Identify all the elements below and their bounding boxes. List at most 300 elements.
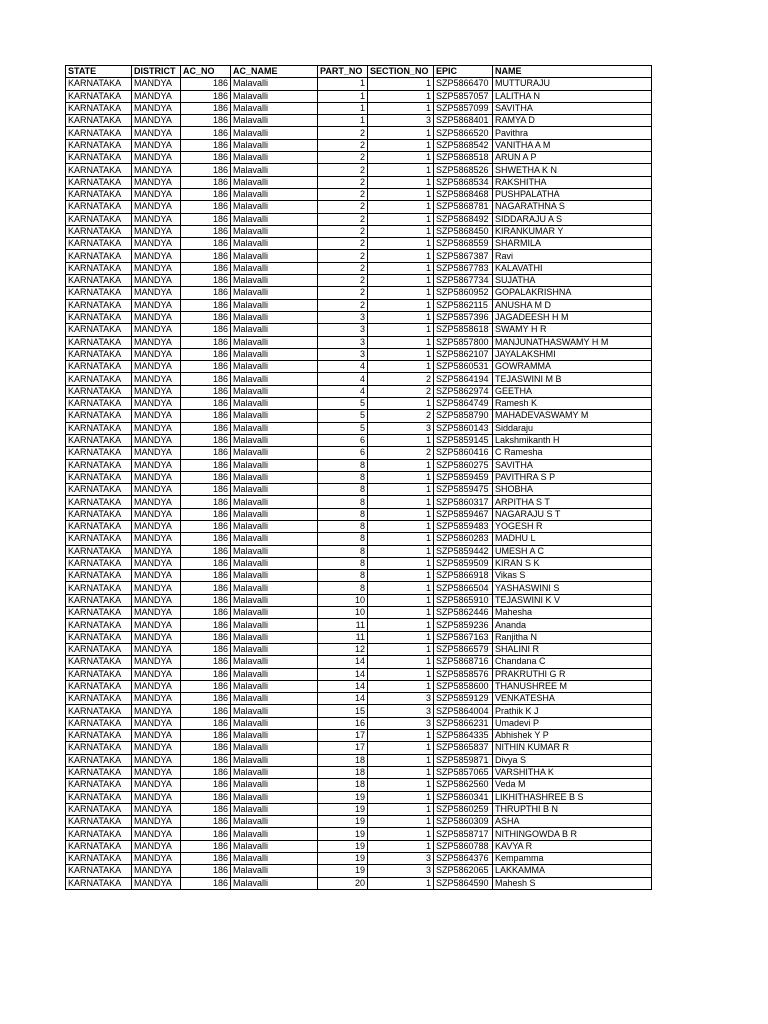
cell-name: JAYALAKSHMI: [493, 348, 652, 360]
cell-name: NAGARATHNA S: [493, 201, 652, 213]
cell-state: KARNATAKA: [66, 90, 132, 102]
table-row: [66, 545, 652, 557]
cell-state: KARNATAKA: [66, 582, 132, 594]
cell-part-no: 5: [318, 398, 368, 410]
cell-ac-no: 186: [181, 102, 231, 114]
cell-epic: SZP5859236: [434, 619, 493, 631]
cell-part-no: 8: [318, 496, 368, 508]
cell-part-no: 4: [318, 385, 368, 397]
cell-part-no: 1: [318, 102, 368, 114]
table-row: [66, 250, 652, 262]
cell-epic: SZP5864194: [434, 373, 493, 385]
table-row: [66, 213, 652, 225]
cell-ac-name: Malavalli: [231, 188, 318, 200]
cell-epic: SZP5862115: [434, 299, 493, 311]
cell-ac-name: Malavalli: [231, 717, 318, 729]
cell-ac-no: 186: [181, 115, 231, 127]
cell-district: MANDYA: [132, 324, 181, 336]
cell-section-no: 1: [368, 730, 434, 742]
cell-epic: SZP5858717: [434, 828, 493, 840]
cell-ac-no: 186: [181, 656, 231, 668]
header-section-no: SECTION_NO: [368, 66, 434, 78]
cell-section-no: 1: [368, 668, 434, 680]
cell-epic: SZP5866470: [434, 78, 493, 90]
cell-district: MANDYA: [132, 791, 181, 803]
table-row: [66, 385, 652, 397]
cell-epic: SZP5862974: [434, 385, 493, 397]
cell-district: MANDYA: [132, 631, 181, 643]
cell-ac-name: Malavalli: [231, 385, 318, 397]
cell-name: KALAVATHI: [493, 262, 652, 274]
cell-name: PAVITHRA S P: [493, 471, 652, 483]
cell-district: MANDYA: [132, 373, 181, 385]
cell-ac-no: 186: [181, 496, 231, 508]
cell-epic: SZP5868716: [434, 656, 493, 668]
cell-ac-no: 186: [181, 434, 231, 446]
cell-state: KARNATAKA: [66, 779, 132, 791]
cell-ac-no: 186: [181, 90, 231, 102]
cell-section-no: 1: [368, 398, 434, 410]
cell-state: KARNATAKA: [66, 152, 132, 164]
cell-name: VANITHA A M: [493, 139, 652, 151]
cell-name: Ranjitha N: [493, 631, 652, 643]
cell-ac-name: Malavalli: [231, 422, 318, 434]
cell-section-no: 1: [368, 471, 434, 483]
cell-state: KARNATAKA: [66, 164, 132, 176]
table-row: [66, 348, 652, 360]
cell-section-no: 1: [368, 434, 434, 446]
cell-state: KARNATAKA: [66, 484, 132, 496]
cell-ac-no: 186: [181, 582, 231, 594]
cell-state: KARNATAKA: [66, 643, 132, 655]
cell-ac-no: 186: [181, 459, 231, 471]
cell-district: MANDYA: [132, 828, 181, 840]
cell-part-no: 3: [318, 348, 368, 360]
cell-epic: SZP5868559: [434, 238, 493, 250]
cell-state: KARNATAKA: [66, 385, 132, 397]
table-row: [66, 373, 652, 385]
cell-part-no: 15: [318, 705, 368, 717]
cell-epic: SZP5860531: [434, 361, 493, 373]
cell-district: MANDYA: [132, 557, 181, 569]
cell-state: KARNATAKA: [66, 262, 132, 274]
cell-section-no: 1: [368, 680, 434, 692]
cell-ac-name: Malavalli: [231, 287, 318, 299]
cell-epic: SZP5857057: [434, 90, 493, 102]
cell-district: MANDYA: [132, 213, 181, 225]
cell-part-no: 3: [318, 336, 368, 348]
cell-name: VENKATESHA: [493, 693, 652, 705]
cell-part-no: 1: [318, 90, 368, 102]
cell-part-no: 10: [318, 594, 368, 606]
cell-name: PRAKRUTHI G R: [493, 668, 652, 680]
cell-name: LAKKAMMA: [493, 865, 652, 877]
cell-section-no: 1: [368, 299, 434, 311]
header-name: NAME: [493, 66, 652, 78]
table-row: [66, 865, 652, 877]
cell-section-no: 1: [368, 742, 434, 754]
cell-section-no: 2: [368, 373, 434, 385]
cell-ac-name: Malavalli: [231, 533, 318, 545]
cell-epic: SZP5859129: [434, 693, 493, 705]
cell-name: Chandana C: [493, 656, 652, 668]
cell-part-no: 8: [318, 459, 368, 471]
cell-ac-name: Malavalli: [231, 434, 318, 446]
cell-name: Divya S: [493, 754, 652, 766]
cell-state: KARNATAKA: [66, 311, 132, 323]
cell-ac-no: 186: [181, 213, 231, 225]
cell-state: KARNATAKA: [66, 373, 132, 385]
cell-district: MANDYA: [132, 361, 181, 373]
cell-epic: SZP5860143: [434, 422, 493, 434]
cell-district: MANDYA: [132, 705, 181, 717]
cell-name: Siddaraju: [493, 422, 652, 434]
cell-state: KARNATAKA: [66, 717, 132, 729]
cell-epic: SZP5857396: [434, 311, 493, 323]
cell-name: SIDDARAJU A S: [493, 213, 652, 225]
cell-district: MANDYA: [132, 656, 181, 668]
cell-part-no: 3: [318, 324, 368, 336]
cell-ac-no: 186: [181, 680, 231, 692]
cell-ac-name: Malavalli: [231, 840, 318, 852]
cell-section-no: 1: [368, 361, 434, 373]
cell-district: MANDYA: [132, 115, 181, 127]
cell-epic: SZP5859509: [434, 557, 493, 569]
cell-name: Prathik K J: [493, 705, 652, 717]
table-row: [66, 853, 652, 865]
cell-ac-name: Malavalli: [231, 447, 318, 459]
table-row: [66, 668, 652, 680]
cell-state: KARNATAKA: [66, 853, 132, 865]
cell-district: MANDYA: [132, 680, 181, 692]
cell-ac-name: Malavalli: [231, 238, 318, 250]
cell-ac-name: Malavalli: [231, 877, 318, 889]
table-row: [66, 766, 652, 778]
cell-part-no: 2: [318, 275, 368, 287]
cell-state: KARNATAKA: [66, 410, 132, 422]
cell-ac-name: Malavalli: [231, 594, 318, 606]
cell-state: KARNATAKA: [66, 877, 132, 889]
cell-part-no: 11: [318, 619, 368, 631]
cell-epic: SZP5868781: [434, 201, 493, 213]
cell-state: KARNATAKA: [66, 115, 132, 127]
cell-name: SHOBHA: [493, 484, 652, 496]
cell-section-no: 1: [368, 791, 434, 803]
cell-epic: SZP5867163: [434, 631, 493, 643]
cell-district: MANDYA: [132, 176, 181, 188]
cell-state: KARNATAKA: [66, 766, 132, 778]
cell-ac-name: Malavalli: [231, 582, 318, 594]
cell-section-no: 1: [368, 311, 434, 323]
cell-district: MANDYA: [132, 545, 181, 557]
cell-part-no: 1: [318, 78, 368, 90]
cell-part-no: 8: [318, 508, 368, 520]
cell-epic: SZP5868534: [434, 176, 493, 188]
cell-name: Ravi: [493, 250, 652, 262]
cell-section-no: 1: [368, 803, 434, 815]
cell-part-no: 19: [318, 816, 368, 828]
cell-ac-no: 186: [181, 803, 231, 815]
table-row: [66, 398, 652, 410]
cell-part-no: 19: [318, 865, 368, 877]
cell-ac-name: Malavalli: [231, 90, 318, 102]
cell-ac-no: 186: [181, 311, 231, 323]
cell-part-no: 2: [318, 188, 368, 200]
cell-epic: SZP5864004: [434, 705, 493, 717]
cell-name: RAKSHITHA: [493, 176, 652, 188]
cell-ac-no: 186: [181, 853, 231, 865]
cell-name: LIKHITHASHREE B S: [493, 791, 652, 803]
cell-name: UMESH A C: [493, 545, 652, 557]
cell-ac-no: 186: [181, 766, 231, 778]
cell-epic: SZP5860788: [434, 840, 493, 852]
cell-ac-no: 186: [181, 754, 231, 766]
cell-epic: SZP5866520: [434, 127, 493, 139]
cell-ac-no: 186: [181, 385, 231, 397]
cell-ac-name: Malavalli: [231, 816, 318, 828]
cell-state: KARNATAKA: [66, 705, 132, 717]
cell-ac-name: Malavalli: [231, 619, 318, 631]
cell-state: KARNATAKA: [66, 520, 132, 532]
cell-section-no: 1: [368, 213, 434, 225]
cell-part-no: 14: [318, 680, 368, 692]
cell-ac-name: Malavalli: [231, 779, 318, 791]
cell-section-no: 1: [368, 754, 434, 766]
cell-part-no: 17: [318, 730, 368, 742]
voter-list-table: [65, 65, 652, 890]
cell-name: GOPALAKRISHNA: [493, 287, 652, 299]
cell-ac-name: Malavalli: [231, 225, 318, 237]
cell-epic: SZP5868542: [434, 139, 493, 151]
cell-section-no: 1: [368, 201, 434, 213]
cell-ac-name: Malavalli: [231, 730, 318, 742]
cell-name: SHWETHA K N: [493, 164, 652, 176]
cell-epic: SZP5858576: [434, 668, 493, 680]
cell-district: MANDYA: [132, 594, 181, 606]
cell-ac-name: Malavalli: [231, 496, 318, 508]
cell-part-no: 3: [318, 311, 368, 323]
table-row: [66, 656, 652, 668]
cell-ac-name: Malavalli: [231, 361, 318, 373]
cell-section-no: 1: [368, 779, 434, 791]
cell-ac-no: 186: [181, 324, 231, 336]
cell-part-no: 11: [318, 631, 368, 643]
cell-ac-name: Malavalli: [231, 373, 318, 385]
cell-ac-name: Malavalli: [231, 693, 318, 705]
cell-ac-no: 186: [181, 545, 231, 557]
cell-ac-no: 186: [181, 717, 231, 729]
cell-name: RAMYA D: [493, 115, 652, 127]
cell-district: MANDYA: [132, 102, 181, 114]
cell-district: MANDYA: [132, 816, 181, 828]
table-row: [66, 533, 652, 545]
header-ac-no: AC_NO: [181, 66, 231, 78]
cell-name: Ananda: [493, 619, 652, 631]
cell-section-no: 3: [368, 693, 434, 705]
table-row: [66, 238, 652, 250]
cell-district: MANDYA: [132, 434, 181, 446]
table-row: [66, 287, 652, 299]
cell-section-no: 1: [368, 90, 434, 102]
cell-ac-name: Malavalli: [231, 139, 318, 151]
table-row: [66, 816, 652, 828]
header-state: STATE: [66, 66, 132, 78]
cell-name: ARUN A P: [493, 152, 652, 164]
table-row: [66, 262, 652, 274]
cell-name: MUTTURAJU: [493, 78, 652, 90]
cell-section-no: 1: [368, 484, 434, 496]
cell-state: KARNATAKA: [66, 238, 132, 250]
cell-state: KARNATAKA: [66, 213, 132, 225]
cell-part-no: 14: [318, 668, 368, 680]
cell-epic: SZP5866918: [434, 570, 493, 582]
cell-ac-name: Malavalli: [231, 803, 318, 815]
cell-part-no: 2: [318, 201, 368, 213]
cell-section-no: 1: [368, 557, 434, 569]
cell-ac-no: 186: [181, 840, 231, 852]
cell-district: MANDYA: [132, 668, 181, 680]
cell-state: KARNATAKA: [66, 188, 132, 200]
cell-part-no: 1: [318, 115, 368, 127]
cell-ac-no: 186: [181, 188, 231, 200]
cell-district: MANDYA: [132, 840, 181, 852]
cell-section-no: 1: [368, 643, 434, 655]
cell-epic: SZP5860952: [434, 287, 493, 299]
cell-district: MANDYA: [132, 299, 181, 311]
cell-epic: SZP5862065: [434, 865, 493, 877]
cell-state: KARNATAKA: [66, 459, 132, 471]
cell-ac-name: Malavalli: [231, 853, 318, 865]
cell-state: KARNATAKA: [66, 594, 132, 606]
cell-section-no: 1: [368, 877, 434, 889]
cell-name: GOWRAMMA: [493, 361, 652, 373]
cell-ac-no: 186: [181, 594, 231, 606]
cell-name: ANUSHA M D: [493, 299, 652, 311]
cell-district: MANDYA: [132, 766, 181, 778]
cell-ac-no: 186: [181, 78, 231, 90]
cell-name: VARSHITHA K: [493, 766, 652, 778]
cell-section-no: 1: [368, 164, 434, 176]
cell-ac-name: Malavalli: [231, 164, 318, 176]
cell-section-no: 1: [368, 176, 434, 188]
cell-district: MANDYA: [132, 238, 181, 250]
cell-state: KARNATAKA: [66, 422, 132, 434]
cell-name: Vikas S: [493, 570, 652, 582]
table-row: [66, 705, 652, 717]
cell-section-no: 3: [368, 865, 434, 877]
cell-epic: SZP5868492: [434, 213, 493, 225]
cell-name: PUSHPALATHA: [493, 188, 652, 200]
cell-epic: SZP5866579: [434, 643, 493, 655]
cell-name: KIRANKUMAR Y: [493, 225, 652, 237]
table-row: [66, 275, 652, 287]
cell-section-no: 1: [368, 275, 434, 287]
cell-epic: SZP5858600: [434, 680, 493, 692]
cell-part-no: 4: [318, 361, 368, 373]
table-row: [66, 336, 652, 348]
cell-part-no: 2: [318, 287, 368, 299]
table-row: [66, 225, 652, 237]
cell-name: C Ramesha: [493, 447, 652, 459]
table-row: [66, 459, 652, 471]
cell-district: MANDYA: [132, 164, 181, 176]
cell-section-no: 1: [368, 459, 434, 471]
cell-ac-name: Malavalli: [231, 791, 318, 803]
cell-state: KARNATAKA: [66, 730, 132, 742]
cell-ac-name: Malavalli: [231, 250, 318, 262]
cell-section-no: 1: [368, 496, 434, 508]
table-row: [66, 434, 652, 446]
cell-ac-no: 186: [181, 508, 231, 520]
cell-ac-no: 186: [181, 730, 231, 742]
cell-district: MANDYA: [132, 139, 181, 151]
cell-epic: SZP5862560: [434, 779, 493, 791]
cell-name: Abhishek Y P: [493, 730, 652, 742]
cell-ac-no: 186: [181, 398, 231, 410]
table-row: [66, 570, 652, 582]
cell-ac-name: Malavalli: [231, 152, 318, 164]
cell-district: MANDYA: [132, 582, 181, 594]
table-row: [66, 90, 652, 102]
cell-section-no: 3: [368, 717, 434, 729]
cell-section-no: 1: [368, 570, 434, 582]
cell-district: MANDYA: [132, 447, 181, 459]
cell-district: MANDYA: [132, 607, 181, 619]
cell-section-no: 1: [368, 607, 434, 619]
cell-ac-no: 186: [181, 152, 231, 164]
cell-ac-name: Malavalli: [231, 520, 318, 532]
cell-name: Veda M: [493, 779, 652, 791]
cell-state: KARNATAKA: [66, 336, 132, 348]
table-row: [66, 643, 652, 655]
table-row: [66, 680, 652, 692]
cell-district: MANDYA: [132, 742, 181, 754]
cell-name: TEJASWINI M B: [493, 373, 652, 385]
cell-name: THRUPTHI B N: [493, 803, 652, 815]
cell-district: MANDYA: [132, 853, 181, 865]
cell-part-no: 8: [318, 545, 368, 557]
cell-ac-name: Malavalli: [231, 410, 318, 422]
cell-part-no: 19: [318, 828, 368, 840]
cell-section-no: 1: [368, 816, 434, 828]
cell-section-no: 1: [368, 348, 434, 360]
cell-epic: SZP5868518: [434, 152, 493, 164]
cell-section-no: 1: [368, 508, 434, 520]
cell-district: MANDYA: [132, 730, 181, 742]
cell-state: KARNATAKA: [66, 250, 132, 262]
cell-ac-no: 186: [181, 410, 231, 422]
cell-section-no: 2: [368, 385, 434, 397]
cell-section-no: 3: [368, 422, 434, 434]
table-row: [66, 840, 652, 852]
cell-part-no: 8: [318, 582, 368, 594]
cell-state: KARNATAKA: [66, 668, 132, 680]
cell-state: KARNATAKA: [66, 619, 132, 631]
cell-state: KARNATAKA: [66, 840, 132, 852]
table-row: [66, 828, 652, 840]
cell-name: NAGARAJU S T: [493, 508, 652, 520]
cell-name: Kempamma: [493, 853, 652, 865]
cell-section-no: 3: [368, 705, 434, 717]
table-row: [66, 508, 652, 520]
cell-state: KARNATAKA: [66, 533, 132, 545]
cell-state: KARNATAKA: [66, 865, 132, 877]
cell-district: MANDYA: [132, 570, 181, 582]
cell-epic: SZP5857099: [434, 102, 493, 114]
cell-part-no: 5: [318, 422, 368, 434]
cell-ac-no: 186: [181, 361, 231, 373]
header-ac-name: AC_NAME: [231, 66, 318, 78]
